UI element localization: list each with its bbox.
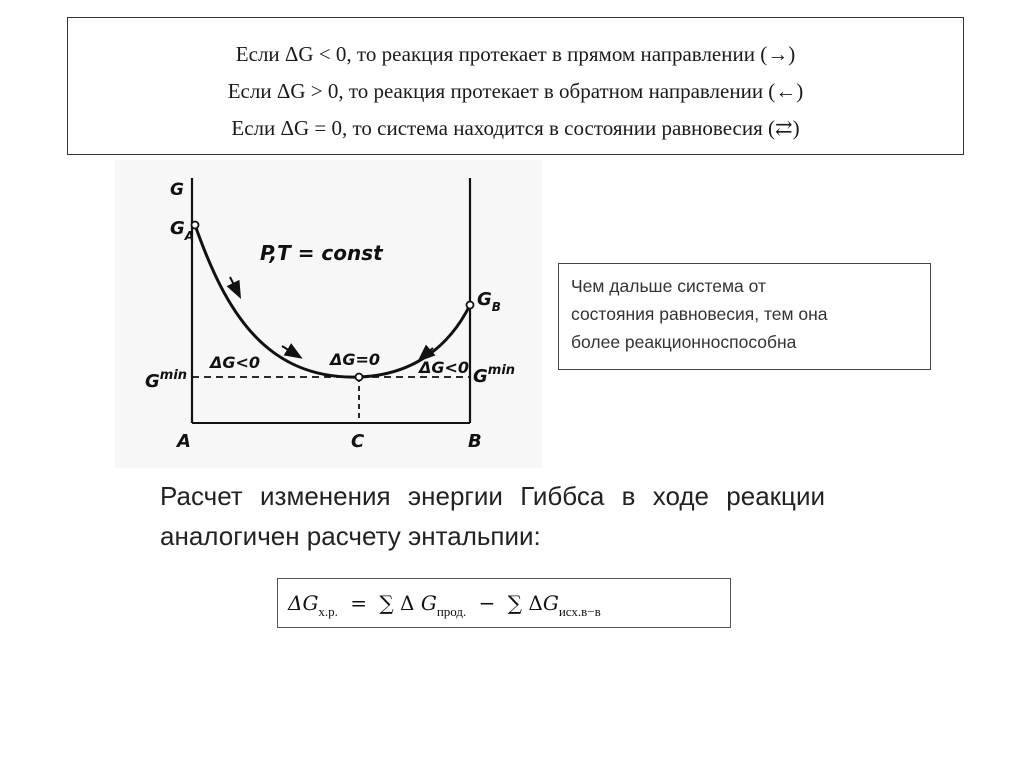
arrow-left-2 [282,346,295,354]
formula-g-products: G [420,591,437,615]
gibbs-formula [277,578,731,628]
formula-minus: − [478,591,496,615]
gibbs-calculation-text: Расчет изменения энергии Гиббса в ходе реакции аналогичен расчету энтальпии: [160,481,825,551]
formula-sum-reactants: ∑ Δ [507,591,543,615]
pt-const-label: P,T = const [260,241,383,265]
condition-zero: Если ΔG = 0, то система находится в состоянии равновесия (⇄) [231,116,800,140]
gibbs-energy-diagram [115,160,542,468]
formula-sub-reaction: х.р. [318,604,338,619]
point-gmin [356,374,363,381]
gibbs-diagram-svg [115,160,542,468]
note-line: состояния равновесия, тем она [571,304,828,324]
dg-right-label: ΔG<0 [419,358,470,377]
formula-g-reactants: G [542,591,559,615]
formula-equals: = [350,591,368,615]
formula-sub-reactants: исх.в−в [558,604,601,619]
formula-dg: ΔG [288,591,319,615]
label-gmin-left: $G^{min}$ [145,368,188,392]
condition-negative: Если ΔG < 0, то реакция протекает в прямом направлении (→) [235,42,796,66]
point-gb [467,302,474,309]
label-gb: $G_B$ [477,289,501,314]
label-ga: $G_A$ [170,218,195,243]
x-label-a: A [177,431,191,452]
x-label-c: C [351,431,365,452]
arrow-left-1 [230,277,237,291]
conditions-box [67,17,964,155]
dg-left-label: ΔG<0 [210,353,261,372]
formula-sub-products: прод. [436,604,467,619]
dg-center-label: ΔG=0 [330,350,381,369]
y-axis-label: G [170,180,184,200]
label-gmin-right: $G^{min}$ [473,363,516,387]
x-label-b: B [468,431,482,452]
point-ga [192,222,199,229]
note-line: Чем дальше система от [571,276,767,296]
reactivity-note [558,263,931,370]
formula-sum-products: ∑ Δ [379,591,415,615]
condition-positive: Если ΔG > 0, то реакция протекает в обратном направлении (←) [227,79,804,103]
note-line: более реакционноспособна [571,332,797,352]
